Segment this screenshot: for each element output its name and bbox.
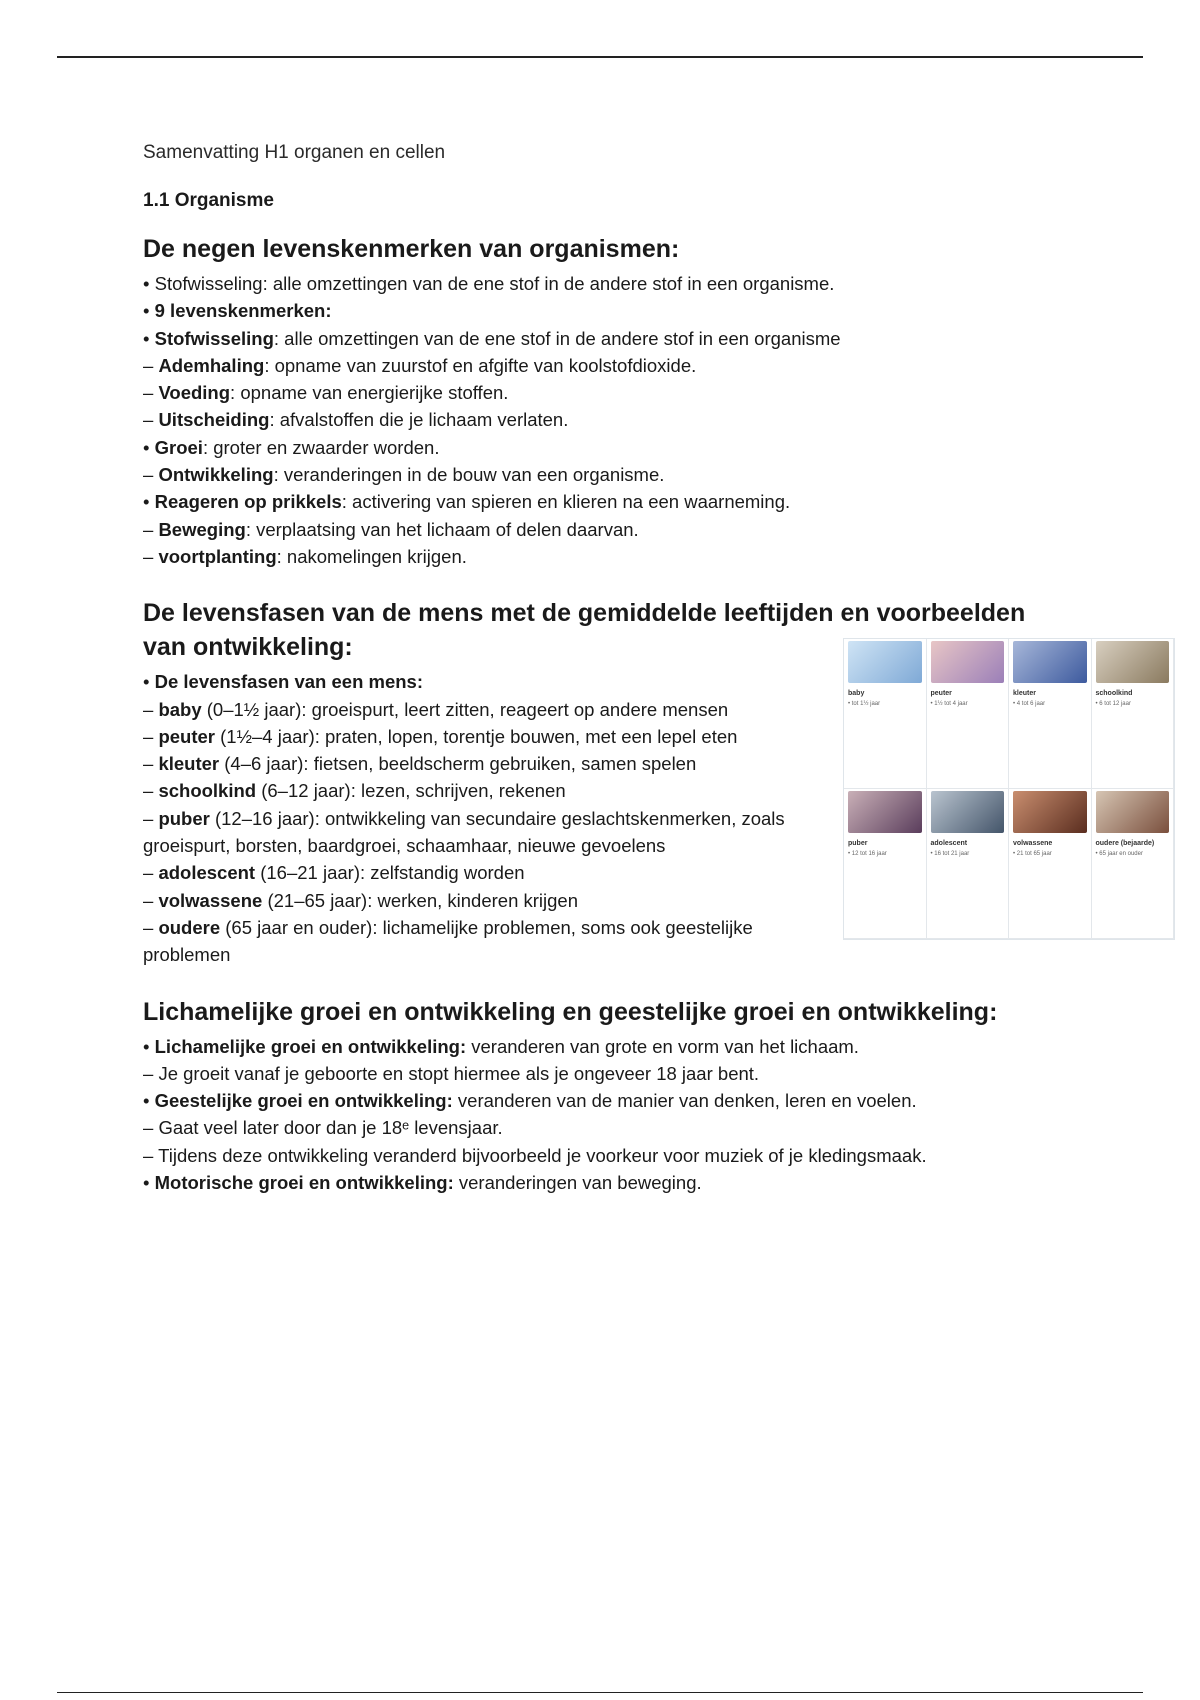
item-term: Lichamelijke groei en ontwikkeling: xyxy=(154,1035,467,1057)
item-text: : afvalstoffen die je lichaam verlaten. xyxy=(269,409,569,431)
item-term: Ademhaling xyxy=(158,354,265,376)
levenskenmerken-heading: De negen levenskenmerken van organismen: xyxy=(143,235,680,263)
item-bullet: – xyxy=(143,1144,159,1166)
life-phase-photo xyxy=(931,641,1005,683)
list-item xyxy=(143,461,1063,488)
figure-cell xyxy=(844,639,927,789)
item-text: veranderen van grote en vorm van het lichaam. xyxy=(466,1035,859,1057)
item-bullet: – xyxy=(143,464,159,486)
item-text: (6–12 jaar): lezen, schrijven, rekenen xyxy=(256,780,566,802)
item-bullet: • xyxy=(143,327,155,349)
figure-label: baby xyxy=(848,690,865,698)
item-text: (65 jaar en ouder): lichamelijke problemen, soms ook geestelijke problemen xyxy=(143,916,753,966)
item-bullet: • xyxy=(143,300,155,322)
list-item xyxy=(143,1142,1063,1169)
list-item xyxy=(143,750,823,777)
figure-age: • 12 tot 16 jaar xyxy=(848,851,887,858)
item-text: Stofwisseling: alle omzettingen van de ene stof in de andere stof in een organisme. xyxy=(154,273,835,294)
figure-cell xyxy=(927,639,1010,789)
item-bullet: • xyxy=(143,273,155,294)
item-bullet: – xyxy=(143,698,159,720)
figure-label: puber xyxy=(848,840,868,848)
figure-age: • 4 tot 6 jaar xyxy=(1013,701,1046,708)
document-body xyxy=(143,142,1155,1222)
list-item xyxy=(143,723,823,750)
list-item xyxy=(143,1033,1063,1060)
item-bullet: – xyxy=(143,1062,159,1084)
figure-cell xyxy=(927,789,1010,939)
figure-cell xyxy=(1009,789,1092,939)
item-text: : alle omzettingen van de ene stof in de andere stof in een organisme xyxy=(273,327,841,349)
item-bullet: – xyxy=(143,1117,159,1139)
item-bullet: – xyxy=(143,889,159,911)
figure-label: volwassene xyxy=(1013,840,1053,848)
item-bullet: • xyxy=(143,1172,155,1194)
list-item xyxy=(143,668,823,695)
figure-age: • 65 jaar en ouder xyxy=(1095,851,1143,858)
figure-cell xyxy=(844,789,927,939)
item-bullet: • xyxy=(143,1090,155,1112)
item-term: oudere xyxy=(158,916,221,938)
list-item xyxy=(143,1114,1063,1141)
item-term: Reageren op prikkels xyxy=(154,491,342,513)
list-item xyxy=(143,297,1063,324)
item-text: : groter en zwaarder worden. xyxy=(202,436,440,458)
list-item xyxy=(143,379,1063,406)
list-item xyxy=(143,488,1063,515)
footer-rule xyxy=(57,1692,1143,1693)
list-item xyxy=(143,1169,1063,1196)
item-term: Stofwisseling xyxy=(154,327,274,349)
item-term: voortplanting xyxy=(158,545,277,567)
item-text: (12–16 jaar): ontwikkeling van secundaire geslachtskenmerken, zoals groeispurt, borsten, baardgroei, schaamhaar, nieuwe gevoelens xyxy=(143,807,785,857)
figure-label: kleuter xyxy=(1013,690,1036,698)
item-text: : nakomelingen krijgen. xyxy=(276,545,467,567)
item-bullet: – xyxy=(143,862,159,884)
list-item xyxy=(143,352,1063,379)
item-term: Groei xyxy=(154,436,203,458)
item-term: Beweging xyxy=(158,518,246,540)
item-term: kleuter xyxy=(158,753,220,775)
item-term: De levensfasen van een mens: xyxy=(154,671,424,693)
figure-age: • tot 1½ jaar xyxy=(848,701,881,708)
item-text: : activering van spieren en klieren na een waarneming. xyxy=(341,491,791,513)
item-bullet: • xyxy=(143,1035,155,1057)
list-item xyxy=(143,887,823,914)
item-text: : veranderingen in de bouw van een organisme. xyxy=(273,464,665,486)
item-term: Uitscheiding xyxy=(158,409,270,431)
life-phase-photo xyxy=(1096,791,1170,833)
list-item xyxy=(143,406,1063,433)
item-bullet: – xyxy=(143,725,159,747)
item-text: veranderingen van beweging. xyxy=(453,1172,702,1194)
item-bullet: – xyxy=(143,518,159,540)
item-term: Ontwikkeling xyxy=(158,464,274,486)
list-item xyxy=(143,270,1063,297)
list-item xyxy=(143,914,823,969)
item-text: Tijdens deze ontwikkeling veranderd bijvoorbeeld je voorkeur voor muziek of je kledingsmaak. xyxy=(158,1144,927,1166)
item-text: : opname van zuurstof en afgifte van koolstofdioxide. xyxy=(264,354,697,376)
item-term: schoolkind xyxy=(158,780,257,802)
item-bullet: – xyxy=(143,753,159,775)
levensfasen-heading: De levensfasen van de mens met de gemiddelde leeftijden en voorbeelden van ontwikkeling: xyxy=(143,599,1026,662)
item-text: veranderen van de manier van denken, leren en voelen. xyxy=(452,1090,917,1112)
item-bullet: – xyxy=(143,354,159,376)
levenskenmerken-list xyxy=(143,270,1063,570)
item-bullet: – xyxy=(143,409,159,431)
figure-age: • 6 tot 12 jaar xyxy=(1095,701,1131,708)
item-text: (16–21 jaar): zelfstandig worden xyxy=(255,862,525,884)
life-phase-photo xyxy=(1096,641,1170,683)
list-item xyxy=(143,325,1063,352)
figure-age: • 21 tot 65 jaar xyxy=(1013,851,1052,858)
figure-label: adolescent xyxy=(930,840,968,848)
list-item xyxy=(143,696,823,723)
item-term: baby xyxy=(158,698,202,720)
groei-list xyxy=(143,1033,1063,1197)
figure-cell xyxy=(1092,789,1175,939)
item-term: puber xyxy=(158,807,210,829)
document-title: Samenvatting H1 organen en cellen xyxy=(143,142,446,163)
header-rule xyxy=(57,56,1143,58)
item-bullet: • xyxy=(143,491,155,513)
item-bullet: • xyxy=(143,671,155,693)
item-text: (21–65 jaar): werken, kinderen krijgen xyxy=(262,889,579,911)
item-text: (4–6 jaar): fietsen, beeldscherm gebruiken, samen spelen xyxy=(219,753,697,775)
life-phase-photo xyxy=(848,791,922,833)
figure-age: • 1½ tot 4 jaar xyxy=(930,701,968,708)
item-bullet: – xyxy=(143,807,159,829)
list-item xyxy=(143,805,823,860)
section-heading: 1.1 Organisme xyxy=(143,190,274,211)
levensfasen-section xyxy=(143,596,1155,968)
figure-label: oudere (bejaarde) xyxy=(1095,840,1155,848)
life-phase-photo xyxy=(1013,641,1087,683)
item-term: Motorische groei en ontwikkeling: xyxy=(154,1172,454,1194)
figure-label: schoolkind xyxy=(1095,690,1133,698)
groei-heading: Lichamelijke groei en ontwikkeling en geestelijke groei en ontwikkeling: xyxy=(143,997,998,1026)
list-item xyxy=(143,434,1063,461)
list-item xyxy=(143,516,1063,543)
list-item xyxy=(143,859,823,886)
item-bullet: – xyxy=(143,916,159,938)
list-item xyxy=(143,1087,1063,1114)
item-term: Voeding xyxy=(158,382,231,404)
life-phase-photo xyxy=(1013,791,1087,833)
item-term: peuter xyxy=(158,725,215,747)
item-text: Gaat veel later door dan je 18ᵉ levensjaar. xyxy=(158,1117,503,1139)
figure-cell xyxy=(1092,639,1175,789)
item-text: : verplaatsing van het lichaam of delen daarvan. xyxy=(245,518,639,540)
item-text: (0–1½ jaar): groeispurt, leert zitten, reageert op andere mensen xyxy=(201,698,729,720)
item-bullet: – xyxy=(143,780,159,802)
levensfasen-list xyxy=(143,668,823,968)
list-item xyxy=(143,543,1063,570)
item-term: 9 levenskenmerken: xyxy=(154,300,332,322)
item-bullet: – xyxy=(143,545,159,567)
item-bullet: – xyxy=(143,382,159,404)
figure-age: • 16 tot 21 jaar xyxy=(930,851,970,858)
groei-section xyxy=(143,995,1063,1197)
levensfasen-figure xyxy=(843,638,1175,940)
life-phase-photo xyxy=(931,791,1005,833)
levenskenmerken-section xyxy=(143,232,1063,570)
item-text: (1½–4 jaar): praten, lopen, torentje bouwen, met een lepel eten xyxy=(214,725,738,747)
figure-label: peuter xyxy=(930,690,952,698)
item-text: : opname van energierijke stoffen. xyxy=(230,382,509,404)
item-term: adolescent xyxy=(158,862,256,884)
list-item xyxy=(143,777,823,804)
list-item xyxy=(143,1060,1063,1087)
life-phase-photo xyxy=(848,641,922,683)
item-bullet: • xyxy=(143,436,155,458)
figure-cell xyxy=(1009,639,1092,789)
item-term: Geestelijke groei en ontwikkeling: xyxy=(154,1090,453,1112)
item-term: volwassene xyxy=(158,889,263,911)
item-text: Je groeit vanaf je geboorte en stopt hiermee als je ongeveer 18 jaar bent. xyxy=(158,1062,760,1084)
